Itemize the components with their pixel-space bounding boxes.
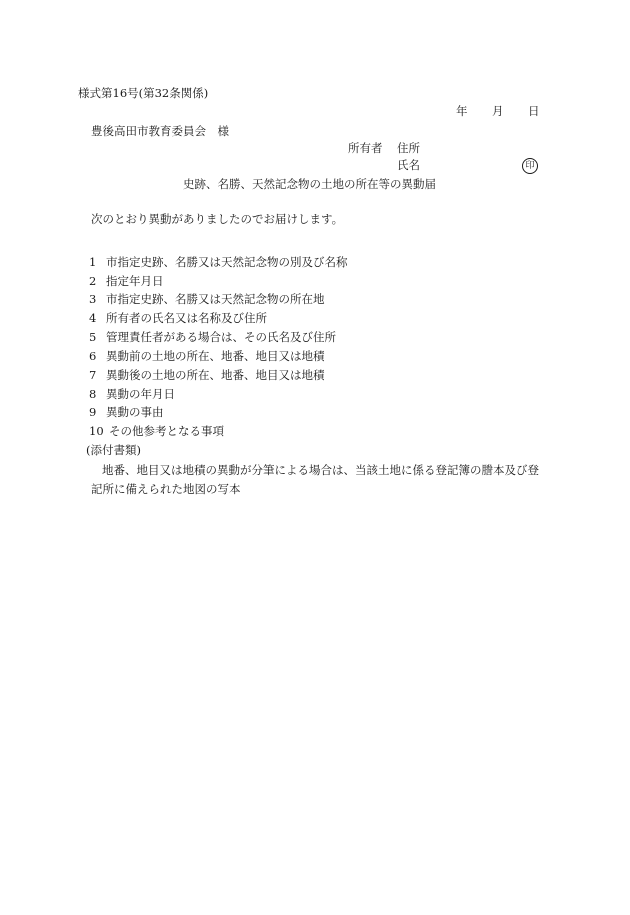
addressee: 豊後高田市教育委員会 様 — [91, 124, 229, 138]
item-text: 異動前の土地の所在、地番、地目又は地積 — [106, 349, 325, 363]
attachments-line-1: 地番、地目又は地積の異動が分筆による場合は、当該土地に係る登記簿の謄本及び登 — [102, 463, 539, 477]
item-number: 8 — [89, 387, 97, 401]
item-text: 異動の事由 — [106, 405, 164, 419]
item-number: 1 — [89, 255, 97, 269]
item-number: 4 — [89, 311, 97, 325]
item-text: その他参考となる事項 — [109, 424, 224, 438]
item-text: 管理責任者がある場合は、その氏名及び住所 — [106, 330, 336, 344]
item-text: 指定年月日 — [106, 274, 164, 288]
item-number: 7 — [89, 368, 97, 382]
intro-text: 次のとおり異動がありましたのでお届けします。 — [91, 212, 344, 226]
item-number: 5 — [89, 330, 97, 344]
owner-address-label: 住所 — [397, 141, 420, 155]
attachments-line-2: 記所に備えられた地図の写本 — [91, 482, 241, 496]
item-number: 10 — [89, 424, 104, 438]
seal-stamp: 印 — [522, 158, 538, 174]
item-text: 異動後の土地の所在、地番、地目又は地積 — [106, 368, 325, 382]
item-text: 異動の年月日 — [106, 387, 175, 401]
item-number: 3 — [89, 292, 97, 306]
item-number: 9 — [89, 405, 97, 419]
item-number: 2 — [89, 274, 97, 288]
date-day: 日 — [528, 104, 540, 118]
owner-label: 所有者 — [348, 141, 383, 155]
date-year: 年 — [456, 104, 468, 118]
form-number: 様式第16号(第32条関係) — [78, 86, 209, 100]
document-title: 史跡、名勝、天然記念物の土地の所在等の異動届 — [183, 177, 436, 191]
item-text: 市指定史跡、名勝又は天然記念物の別及び名称 — [106, 255, 348, 269]
item-text: 市指定史跡、名勝又は天然記念物の所在地 — [106, 292, 325, 306]
date-month: 月 — [492, 104, 504, 118]
owner-name-label: 氏名 — [397, 158, 420, 172]
item-text: 所有者の氏名又は名称及び住所 — [106, 311, 267, 325]
item-number: 6 — [89, 349, 97, 363]
attachments-heading: (添付書類) — [86, 443, 141, 457]
